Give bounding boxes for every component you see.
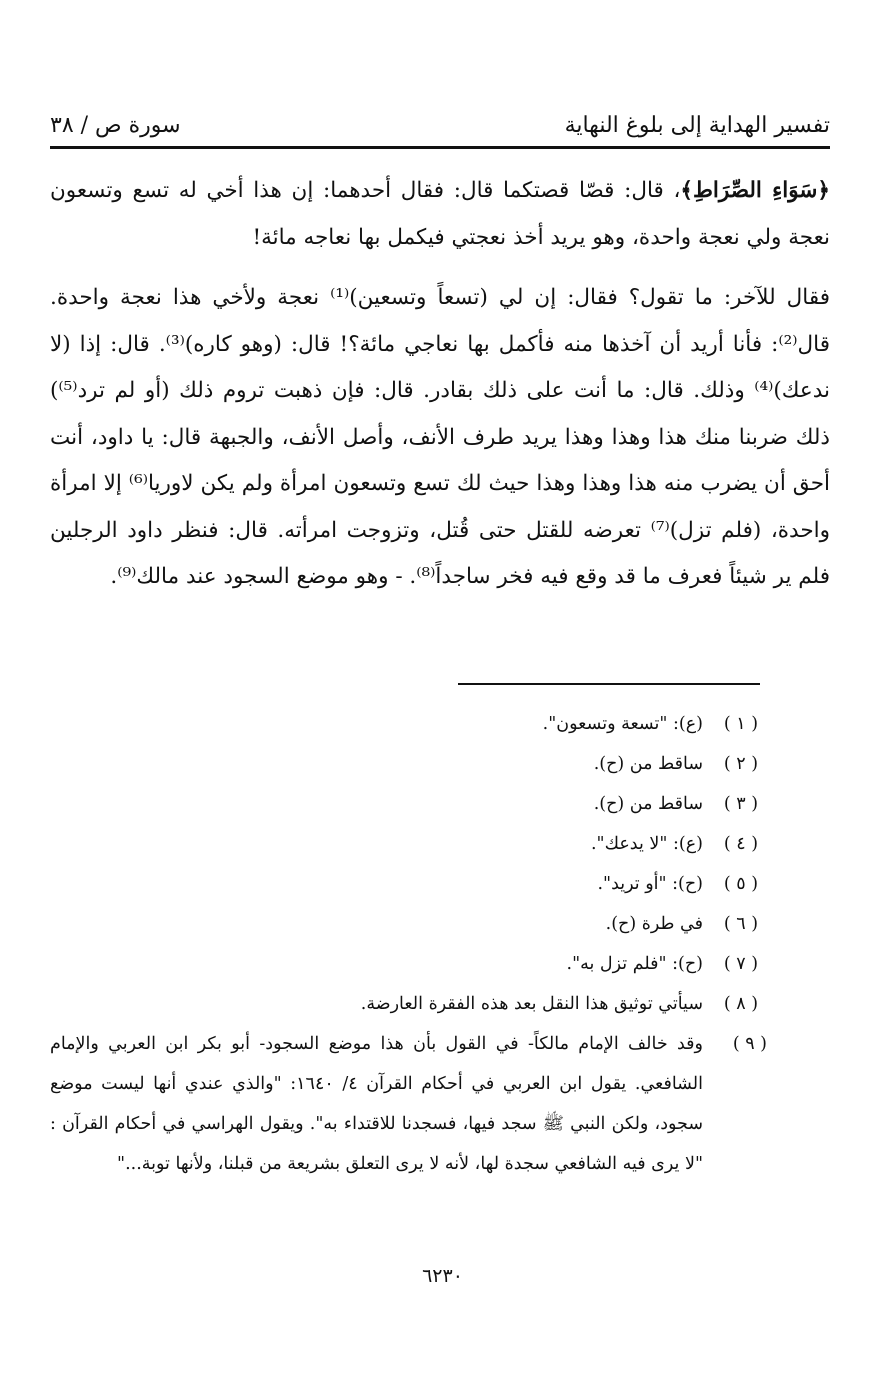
- footnote-number: ( ٧ ): [723, 954, 759, 974]
- footnote-number: ( ٥ ): [723, 874, 759, 894]
- footnote-number: ( ١ ): [723, 714, 759, 734]
- quran-quote: ﴿سَوَاءِ الصِّرَاطِ﴾: [680, 178, 830, 203]
- footnote-text: ساقط من (ح).: [593, 794, 703, 814]
- footnote-9: [50, 1024, 767, 1184]
- footnote-text: (ع): "تسعة وتسعون".: [542, 714, 703, 734]
- footnote-5: [50, 864, 767, 904]
- footnote-3: [50, 784, 767, 824]
- footnote-text: سيأتي توثيق هذا النقل بعد هذه الفقرة العارضة.: [360, 994, 703, 1014]
- surah-page-ref: سورة ص / ٣٨: [50, 113, 181, 138]
- footnote-4: [50, 824, 767, 864]
- footnote-number: ( ٢ ): [723, 754, 759, 774]
- footnote-text: (ع): "لا يدعك".: [590, 834, 703, 854]
- footnote-text: (ح): "فلم تزل به".: [566, 954, 703, 974]
- footnote-8: [50, 984, 767, 1024]
- footnote-text: في طرة (ح).: [605, 914, 703, 934]
- footnote-rule: [458, 683, 760, 685]
- paragraph-1-text: ، قال: قصّا قصتكما قال: فقال أحدهما: إن هذا أخي له تسع وتسعون نعجة ولي نعجة واحدة، وهو يريد أخذ نعجتي فيكمل بها نعاجه مائة!: [50, 178, 830, 250]
- footnote-6: [50, 904, 767, 944]
- footnote-number: ( ٦ ): [723, 914, 759, 934]
- footnote-7: [50, 944, 767, 984]
- footnote-number: ( ٤ ): [723, 834, 759, 854]
- main-text: [50, 168, 830, 601]
- page-number: ٦٢٣٠: [422, 1265, 463, 1287]
- paragraph-1: [50, 168, 830, 261]
- footnote-text: (ح): "أو تريد".: [597, 874, 703, 894]
- footnote-number: ( ٣ ): [723, 794, 759, 814]
- footnotes: [50, 704, 767, 1184]
- book-title: تفسير الهداية إلى بلوغ النهاية: [564, 113, 830, 138]
- footnote-text: ساقط من (ح).: [593, 754, 703, 774]
- running-header: [50, 112, 830, 140]
- footnote-2: [50, 744, 767, 784]
- footnote-number: ( ٩ ): [732, 1034, 767, 1054]
- paragraph-2: فقال للآخر: ما تقول؟ فقال: إن لي (تسعاً وتسعين)⁽¹⁾ نعجة ولأخي هذا نعجة واحدة. قال⁽²⁾: فأنا أريد أن آخذها منه فأكمل بها نعاجي مائة؟! قال: (وهو كاره)⁽³⁾. قال: إذا (لا ندعك)⁽⁴⁾ وذلك. قال: ما أنت على ذلك بقادر. قال: فإن ذهبت تروم ذلك (أو لم ترد⁽⁵⁾) ذلك ضربنا منك هذا وهذا وهذا يريد طرف الأنف، وأصل الأنف، والجبهة قال: يا داود، أنت أحق أن يضرب منه هذا وهذا وهذا حيث لك تسع وتسعون امرأة ولم يكن لاوريا⁽⁶⁾ إلا امرأة واحدة، (فلم تزل)⁽⁷⁾ تعرضه للقتل حتى قُتل، وتزوجت امرأته. قال: فنظر داود الرجلين فلم ير شيئاً فعرف ما قد وقع فيه فخر ساجداً⁽⁸⁾. - وهو موضع السجود عند مالك⁽⁹⁾.: [50, 285, 831, 589]
- footnote-number: ( ٨ ): [723, 994, 759, 1014]
- footnote-text: وقد خالف الإمام مالكاً- في القول بأن هذا موضع السجود- أبو بكر ابن العربي والإمام الشافعي. يقول ابن العربي في أحكام القرآن ٤/ ١٦٤٠: "والذي عندي أنها ليست موضع سجود، ولكن النبي ﷺ سجد فيها، فسجدنا للاقتداء به". ويقول الهراسي في أحكام القرآن : "لا يرى فيه الشافعي سجدة لها، لأنه لا يرى التعلق بشريعة من قبلنا، ولأنها توبة...": [50, 1034, 703, 1174]
- header-rule: [50, 146, 830, 149]
- footnote-1: [50, 704, 767, 744]
